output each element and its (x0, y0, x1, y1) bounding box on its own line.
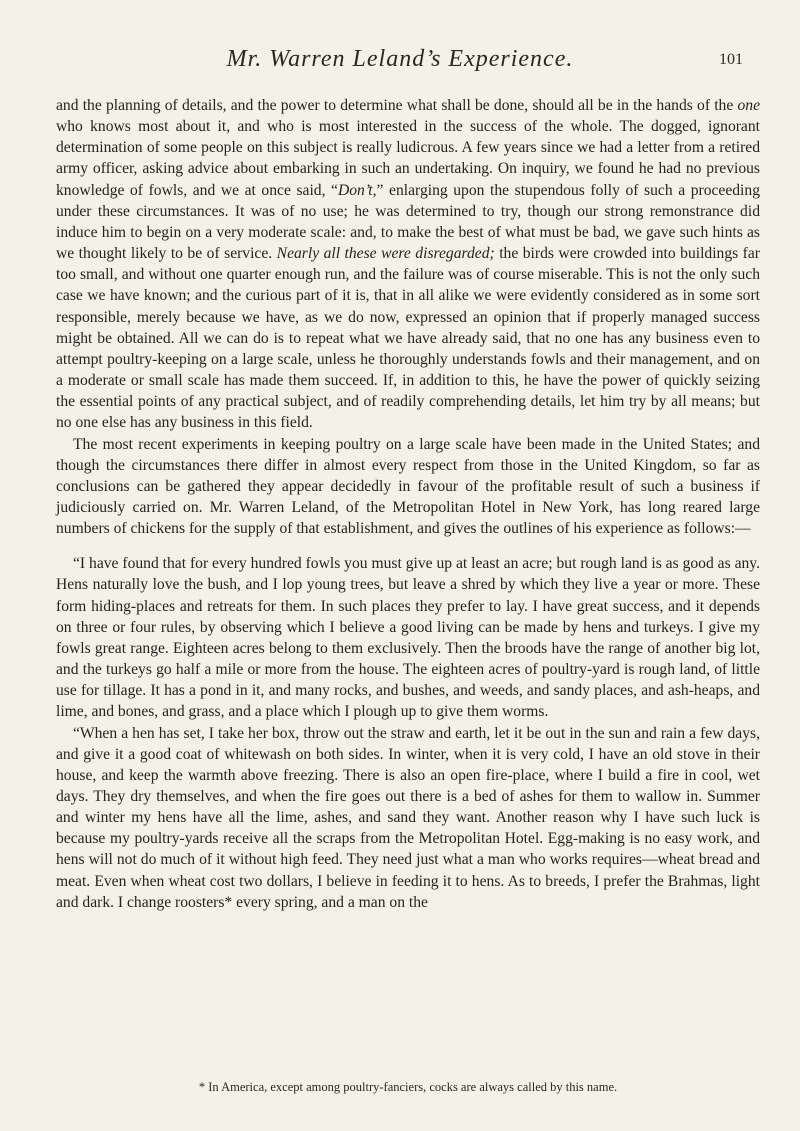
emphasis-one: one (737, 97, 760, 114)
text-run: who knows most about it, and who is most interested in the success of the whole. The dogged, ignorant determination of some people on this subject is really ludicrous. A few years since we had a letter from a retired army officer, asking advice about embarking in such an undertaking. On inquiry, we found he had no previous knowledge of fowls, and we at once said, “ (56, 118, 760, 199)
running-title: Mr. Warren Leland’s Experience. (226, 46, 574, 72)
text-run: the birds were crowded into buildings far too small, and without one quarter enough run, and the failure was of course miserable. This is not the only such case we have known; and the curious part of it is, that in all alike we were evidently considered as in some sort responsible, merely because we have, as we do now, expressed an opinion that if properly managed success might be obtained. All we can do is to repeat what we have already said, that no one has any business even to attempt poultry-keeping on a large scale, unless he thoroughly understands fowls and their management, and on a moderate or small scale has made them succeed. If, in addition to this, he have the power of quickly seizing the essential points of any practical subject, and of readily comprehending details, let him try by all means; but no one else has any business in this field. (56, 245, 760, 432)
page-header (0, 46, 800, 86)
footnote: * In America, except among poultry-fanciers, cocks are always called by this name. (198, 1080, 618, 1094)
paragraph-3: “I have found that for every hundred fowls you must give up at least an acre; but rough land is as good as any. Hens naturally love the bush, and I lop young trees, but leave a shred by which they live a year or more. These form hiding-places and retreats for them. In such places they prefer to lay. I have great success, and it depends on three or four rules, by observing which I believe a good living can be made by hens and turkeys. I give my fowls great range. Eighteen acres belong to them exclusively. Then the broods have the range of another big lot, and the turkeys go half a mile or more from the house. The eighteen acres of poultry-yard is rough land, of little use for tillage. It has a pond in it, and many rocks, and bushes, and weeds, and sandy places, and ash-heaps, and lime, and bones, and grass, and a place which I plough up to give them worms. (56, 555, 760, 721)
emphasis-dont: Don’t, (337, 181, 377, 199)
page-number: 101 (719, 51, 743, 68)
body-text (56, 95, 760, 913)
paragraph-1 (56, 95, 760, 434)
text-run: and the planning of details, and the power to determine what shall be done, should all be in the hands of the (56, 97, 738, 114)
paragraph-4: “When a hen has set, I take her box, throw out the straw and earth, let it be out in the sun and rain a few days, and give it a good coat of whitewash on both sides. In winter, when it is very cold, I have an old stove in their house, and keep the warmth above freezing. There is also an open fire-place, where I build a fire in cool, wet days. They dry themselves, and when the fire goes out there is a bed of ashes for them to wallow in. Summer and winter my hens have all the lime, ashes, and sand they want. Another reason why I have such luck is because my poultry-yards receive all the scraps from the Metropolitan Hotel. Egg-making is no easy work, and hens will not do much of it without high feed. They need just what a man who works requires—wheat bread and meat. Even when wheat cost two dollars, I believe in feeding it to hens. As to breeds, I prefer the Brahmas, light and dark. I change roosters* every spring, and a man on the (56, 724, 760, 911)
paragraph-2: The most recent experiments in keeping poultry on a large scale have been made in the United States; and though the circumstances there differ in almost every respect from those in the United Kingdom, so far as conclusions can be gathered they appear decidedly in favour of the profitable result of such a business if judiciously carried on. Mr. Warren Leland, of the Metropolitan Hotel in New York, has long reared large numbers of chickens for the supply of that establishment, and gives the outlines of his experience as follows:— (56, 435, 760, 538)
emphasis-disregarded: Nearly all these were disregarded; (276, 245, 495, 263)
text-run: ” enlarging upon the stupendous folly of such a proceeding under these circumstances. It was of no use; he was determined to try, though our strong remonstrance did induce him to begin on a very moderate scale: and, to make the best of what must be bad, we gave such hints as we thought likely to be of service. (56, 181, 760, 263)
